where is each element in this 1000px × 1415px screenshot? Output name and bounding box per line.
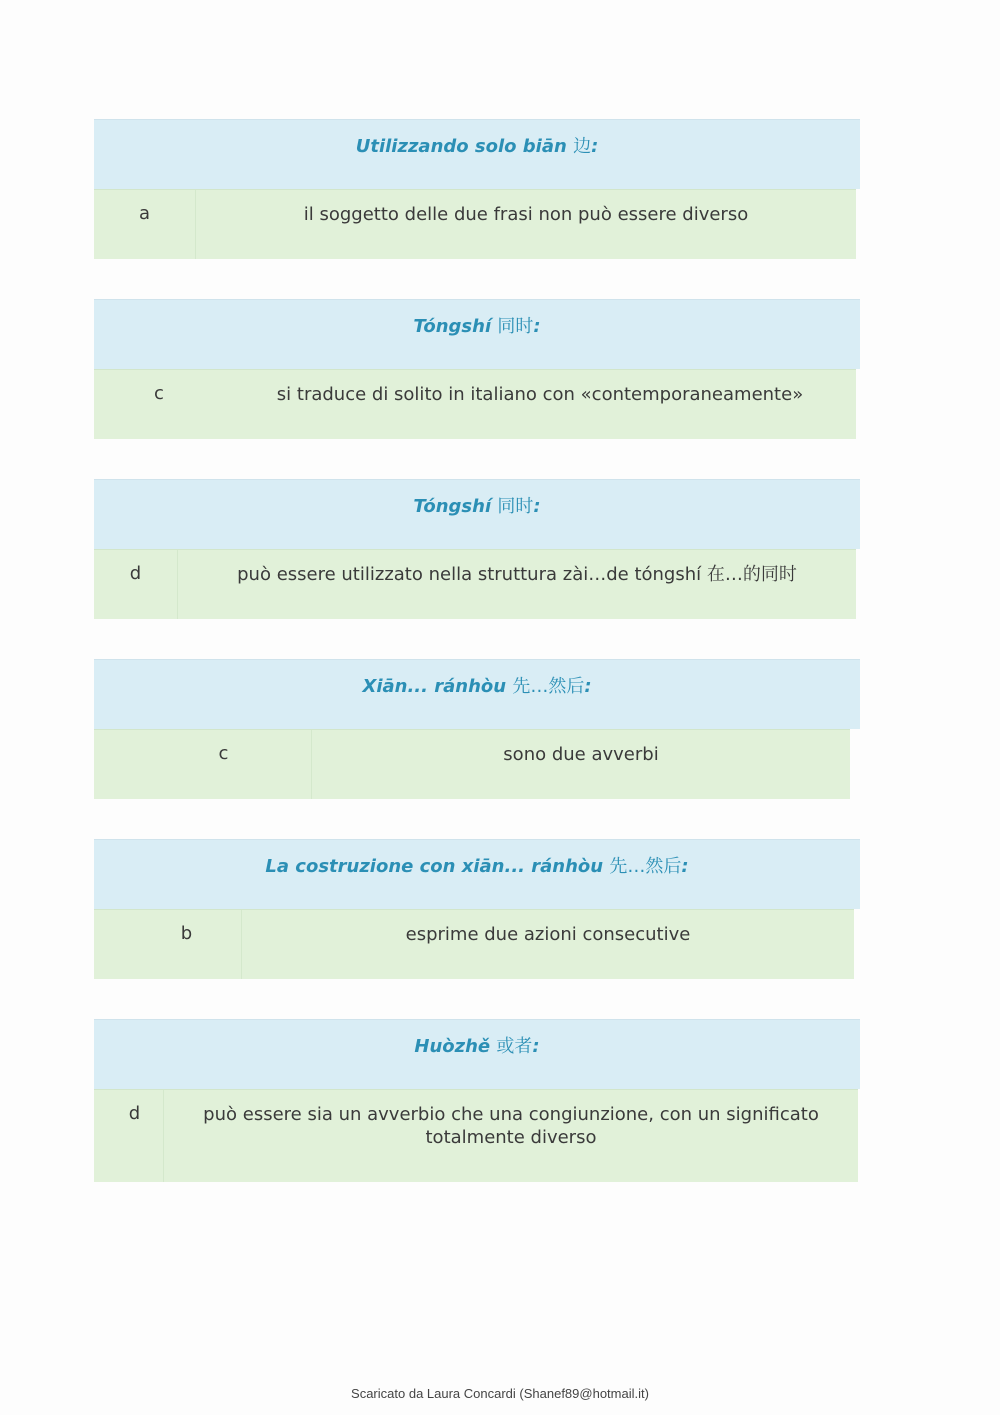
answer-text: può essere sia un avverbio che una congiunzione, con un significato totalmente diverso bbox=[203, 1104, 819, 1148]
card-header bbox=[94, 299, 860, 369]
card-header bbox=[94, 1019, 860, 1089]
answer-row bbox=[94, 909, 854, 979]
answer-row bbox=[94, 729, 850, 799]
answer-row bbox=[94, 369, 856, 439]
answer-row bbox=[94, 549, 856, 619]
question-card-4 bbox=[94, 659, 860, 799]
question-card-5 bbox=[94, 839, 860, 979]
answer-letter: d bbox=[94, 1090, 164, 1182]
header-colon: : bbox=[533, 316, 541, 337]
header-hanzi: 先…然后 bbox=[512, 676, 585, 697]
header-hanzi: 或者 bbox=[496, 1036, 533, 1057]
header-term: La costruzione con xiān... ránhòu bbox=[265, 856, 610, 877]
answer-text: esprime due azioni consecutive bbox=[405, 924, 691, 945]
question-card-3 bbox=[94, 479, 860, 619]
question-card-1 bbox=[94, 119, 860, 259]
download-footer: Scaricato da Laura Concardi (Shanef89@hotmail.it) bbox=[351, 1386, 649, 1401]
header-colon: : bbox=[591, 136, 599, 157]
answer-letter: c bbox=[154, 383, 164, 404]
header-hanzi: 同时 bbox=[497, 496, 534, 517]
answer-text: il soggetto delle due frasi non può essere diverso bbox=[303, 204, 749, 225]
header-term: Tóngshí bbox=[413, 496, 498, 517]
answer-row bbox=[94, 1089, 858, 1182]
header-term: Tóngshí bbox=[413, 316, 498, 337]
header-hanzi: 边 bbox=[573, 136, 592, 157]
answer-letter: d bbox=[94, 550, 178, 619]
header-hanzi: 同时 bbox=[497, 316, 534, 337]
card-header bbox=[94, 659, 860, 729]
answer-text: si traduce di solito in italiano con «contemporaneamente» bbox=[276, 384, 804, 405]
card-header bbox=[94, 839, 860, 909]
header-term: Utilizzando solo biān bbox=[355, 136, 574, 157]
header-colon: : bbox=[681, 856, 689, 877]
answer-letter: b bbox=[94, 910, 242, 979]
header-hanzi: 先…然后 bbox=[609, 856, 682, 877]
answer-row bbox=[94, 189, 856, 259]
answer-letter: a bbox=[94, 190, 196, 259]
header-term: Xiān... ránhòu bbox=[362, 676, 513, 697]
answer-text: sono due avverbi bbox=[503, 744, 659, 765]
question-card-2 bbox=[94, 299, 860, 439]
header-colon: : bbox=[532, 1036, 540, 1057]
answer-text: può essere utilizzato nella struttura zài…de tóngshí 在…的同时 bbox=[237, 564, 797, 585]
card-header bbox=[94, 479, 860, 549]
header-colon: : bbox=[533, 496, 541, 517]
answer-letter: c bbox=[94, 730, 312, 799]
header-term: Huòzhě bbox=[414, 1036, 497, 1057]
question-card-6 bbox=[94, 1019, 860, 1182]
header-colon: : bbox=[584, 676, 592, 697]
card-header bbox=[94, 119, 860, 189]
